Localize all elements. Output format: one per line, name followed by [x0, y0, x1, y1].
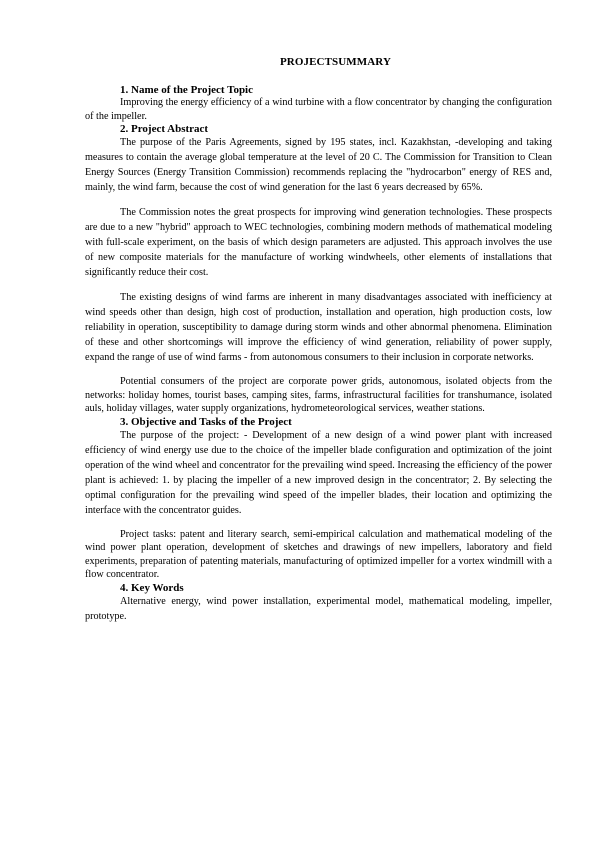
document-body [85, 56, 552, 624]
section-heading-abstract: 2. Project Abstract [120, 123, 209, 135]
objectives-paragraph-1: The purpose of the project: - Development of a new design of a wind power plant with increased efficiency of wind energy use due to the choice of the impeller blade configuration and optimization of the joint operation of the wind wheel and concentrator for the prevailing wind speed. Increasing the efficiency of the power plant is achieved: 1. by placing the impeller of a new improved design in the concentrator; 2. By selecting the optimal configuration for the prevailing wind speed of the impeller blades, their location and optimizing the interface with the concentrator guides. [85, 429, 552, 516]
objectives-paragraph-2: Project tasks: patent and literary search, semi-empirical calculation and mathematical modeling of the wind power plant operation, development of sketches and drawings of new impellers, laboratory and field experiments, preparation of patenting materials, manufacturing of optimized impeller for a vortex windmill with a flow concentrator. [85, 528, 552, 580]
abstract-paragraph-4: Potential consumers of the project are corporate power grids, autonomous, isolated objects from the networks: holiday homes, tourist bases, camping sites, farms, infrastructural facilities for transhumance, isolated auls, holiday villages, water supply organizations, hydrometeorological services, weather stations. [85, 376, 552, 414]
abstract-paragraph-3: The existing designs of wind farms are inherent in many disadvantages associated with inefficiency at wind speeds other than design, high cost of production, installation and operation, high production costs, low reliability in operation, susceptibility to damage during storm winds and other abnormal phenomena. Elimination of these and other shortcomings will improve the efficiency of wind generation, reliability of power supply, expand the range of use of wind farms - from autonomous consumers to their inclusion in corporate networks. [85, 292, 552, 363]
keywords-paragraph: Alternative energy, wind power installation, experimental model, mathematical modeling, impeller, prototype. [85, 595, 552, 622]
topic-paragraph: Improving the energy efficiency of a wind turbine with a flow concentrator by changing the configuration of the impeller. [85, 97, 552, 122]
section-heading-topic: 1. Name of the Project Topic [120, 84, 253, 96]
page-title: PROJECTSUMMARY [279, 56, 391, 68]
abstract-paragraph-1: The purpose of the Paris Agreements, signed by 195 states, incl. Kazakhstan, -developing and taking measures to contain the average global temperature at the level of 20 C. The Commission for Transition to Clean Energy Sources (Energy Transition Commission) recommends replacing the "hydrocarbon" energy of RES and, mainly, the wind farm, because the cost of wind generation for the last 6 years decreased by 65%. [85, 137, 552, 193]
section-heading-keywords: 4. Key Words [120, 581, 184, 594]
section-heading-objectives: 3. Objective and Tasks of the Project [120, 415, 292, 428]
abstract-paragraph-2: The Commission notes the great prospects for improving wind generation technologies. These prospects are due to a new "hybrid" approach to WEC technologies, combining modern methods of mathematical modeling with full-scale experiment, on the basis of which design parameters are adjusted. This approach involves the use of new composite materials for the manufacture of working windwheels, other elements of installations that significantly reduce their cost. [85, 207, 552, 278]
